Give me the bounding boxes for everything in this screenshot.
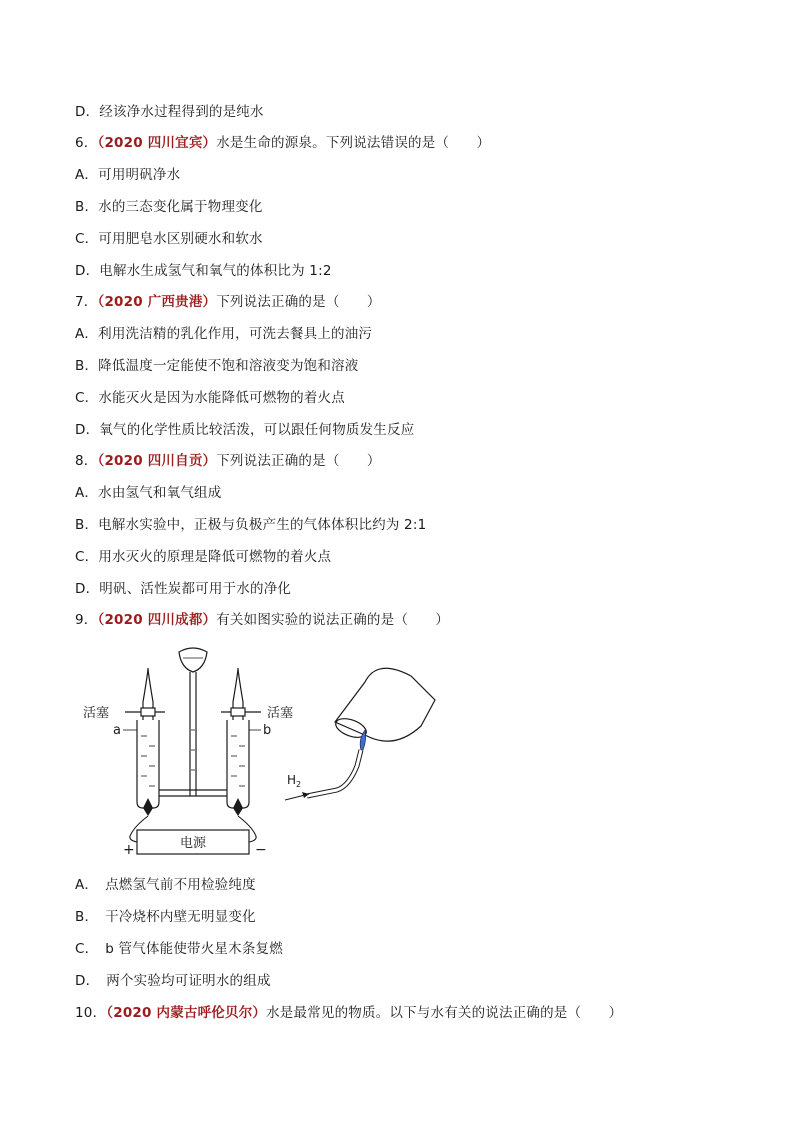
electrode-right	[233, 798, 243, 816]
q8-option-a: A．水由氢气和氧气组成	[75, 485, 222, 501]
q10-stem	[75, 1003, 622, 1023]
q8-option-c: C．用水灭火的原理是降低可燃物的着火点	[75, 549, 332, 565]
q9-text: 有关如图实验的说法正确的是（ ）	[216, 612, 450, 628]
q6-option-a: A．可用明矾净水	[75, 167, 181, 183]
q9-number: 9．	[75, 612, 98, 628]
q7-text: 下列说法正确的是（ ）	[216, 294, 381, 310]
q8-number: 8．	[75, 453, 98, 469]
q7-option-d: D．氧气的化学性质比较活泼，可以跟任何物质发生反应	[75, 422, 415, 438]
q8-option-d: D．明矾、活性炭都可用于水的净化	[75, 581, 292, 597]
plus-sign: +	[123, 842, 135, 858]
q6-text: 水是生命的源泉。下列说法错误的是（ ）	[216, 135, 491, 151]
q5-option-d: D．经该净水过程得到的是纯水	[75, 104, 264, 120]
q7-number: 7．	[75, 294, 98, 310]
minus-sign: −	[255, 842, 267, 858]
q8-option-b: B．电解水实验中，正极与负极产生的气体体积比约为 2:1	[75, 517, 427, 533]
q8-source: （2020 四川自贡）	[97, 453, 217, 469]
stopcock-label-right: 活塞	[267, 706, 294, 721]
tube-label-b: b	[263, 723, 272, 738]
q9-option-c: C． b 管气体能使带火星木条复燃	[75, 941, 283, 957]
q9-option-d: D． 两个实验均可证明水的组成	[75, 973, 271, 989]
q6-option-b: B．水的三态变化属于物理变化	[75, 199, 263, 215]
q6-stem	[75, 133, 490, 153]
water-level-marks	[141, 730, 245, 786]
electrolysis-apparatus	[125, 648, 261, 808]
q7-option-b: B．降低温度一定能使不饱和溶液变为饱和溶液	[75, 358, 359, 374]
q6-number: 6．	[75, 135, 98, 151]
q10-source: （2020 内蒙古呼伦贝尔）	[106, 1005, 267, 1021]
q6-source: （2020 四川宜宾）	[97, 135, 217, 151]
experiment-diagram	[75, 640, 515, 860]
stopcock-label-left: 活塞	[83, 706, 110, 721]
q7-stem	[75, 292, 381, 312]
gas-label: $H_2$	[287, 773, 302, 789]
power-supply-label: 电源	[179, 836, 207, 851]
tube-label-a: a	[113, 723, 121, 738]
electrode-left	[143, 798, 153, 816]
q7-option-a: A．利用洗洁精的乳化作用，可洗去餐具上的油污	[75, 326, 373, 342]
q8-text: 下列说法正确的是（ ）	[216, 453, 381, 469]
q10-number: 10．	[75, 1005, 107, 1021]
q9-stem	[75, 610, 449, 630]
q8-stem	[75, 451, 381, 471]
q7-option-c: C．水能灭火是因为水能降低可燃物的着火点	[75, 390, 345, 406]
q6-option-d: D．电解水生成氢气和氧气的体积比为 1:2	[75, 263, 332, 279]
q7-source: （2020 广西贵港）	[97, 294, 217, 310]
beaker-setup	[307, 668, 435, 796]
q9-figure	[75, 640, 515, 860]
q9-option-a: A． 点燃氢气前不用检验纯度	[75, 877, 256, 893]
q6-option-c: C．可用肥皂水区别硬水和软水	[75, 231, 263, 247]
q10-text: 水是最常见的物质。以下与水有关的说法正确的是（ ）	[266, 1005, 623, 1021]
q9-option-b: B． 干冷烧杯内壁无明显变化	[75, 909, 256, 925]
q9-source: （2020 四川成都）	[97, 612, 217, 628]
